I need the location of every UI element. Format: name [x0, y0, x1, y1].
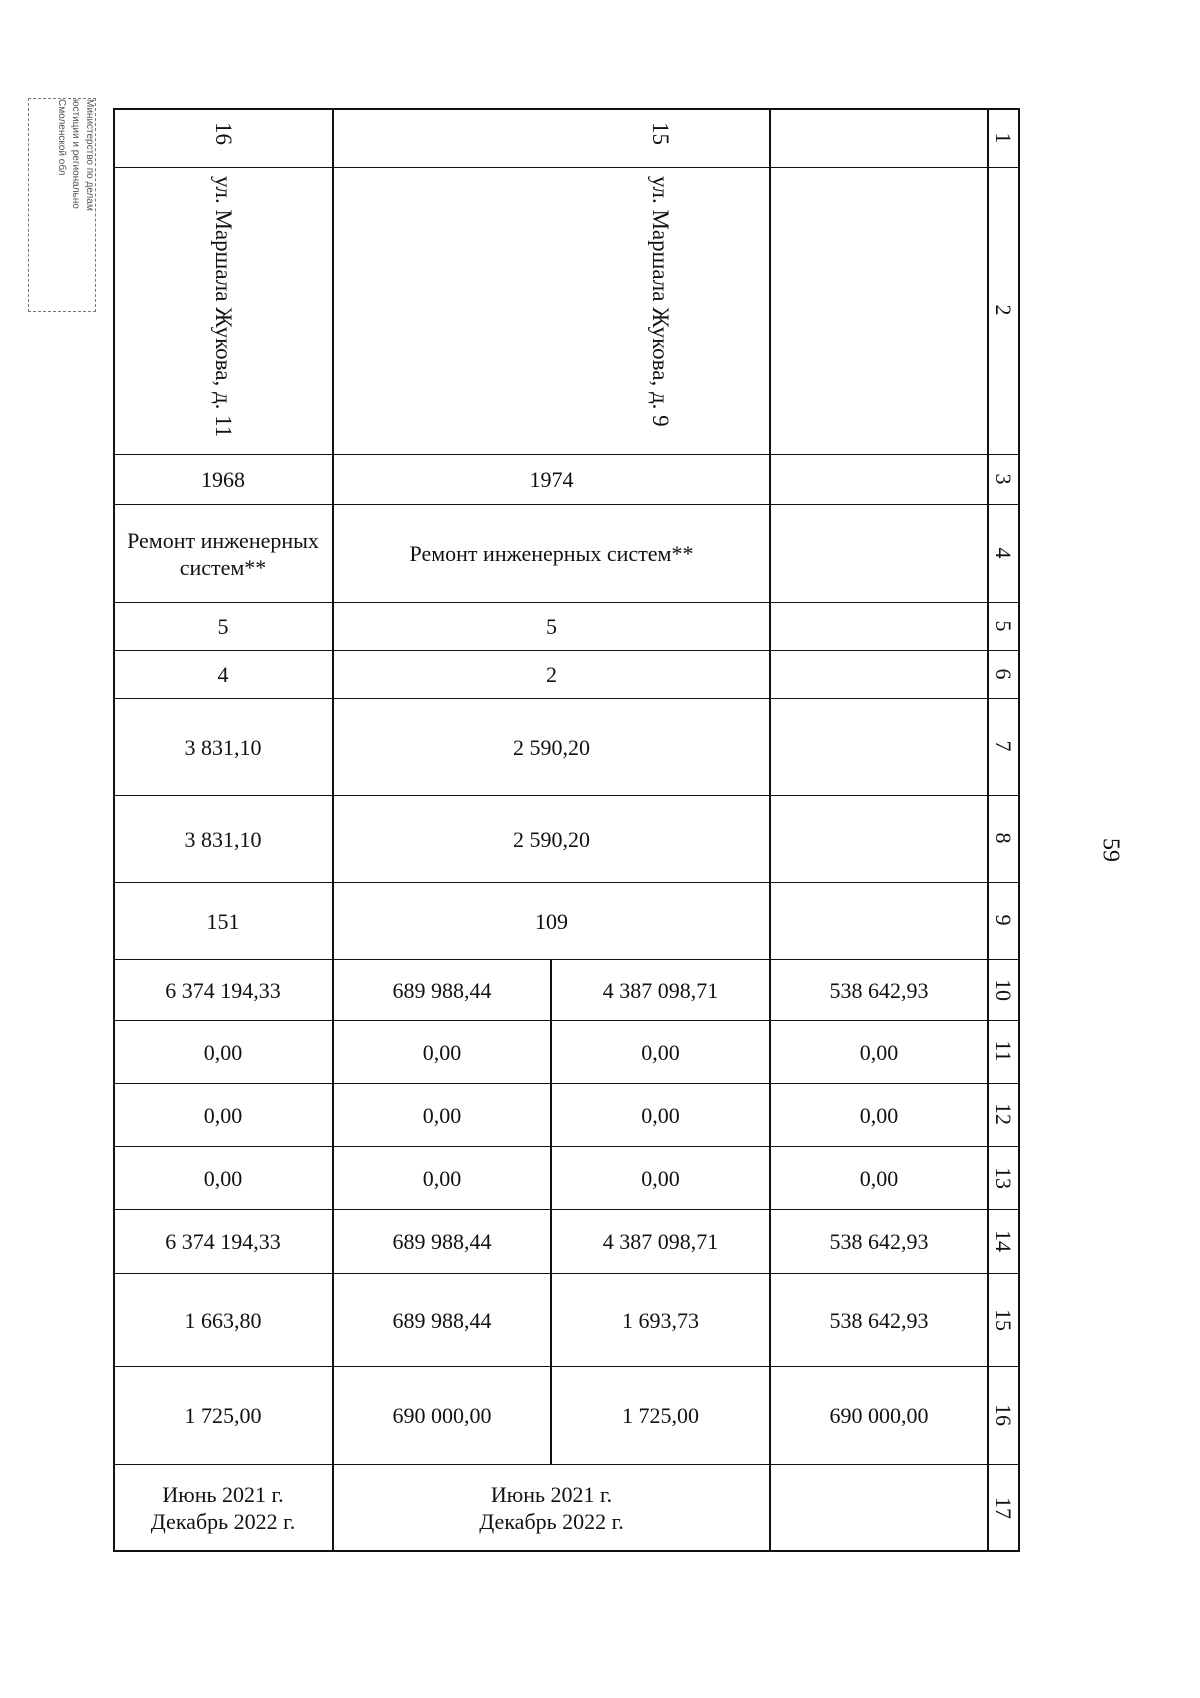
- table-cell: 0,00: [859, 1165, 899, 1191]
- table-cell: 0,00: [203, 1102, 243, 1128]
- table-cell: 6 374 194,33: [165, 1229, 281, 1254]
- stamp-line: юстиции и регионально: [70, 99, 81, 209]
- registration-stamp: [28, 98, 96, 312]
- column-number: 3: [991, 473, 1016, 485]
- table-border-right: [1018, 108, 1020, 1552]
- column-number: 11: [991, 1040, 1016, 1062]
- table-cell: 0,00: [859, 1102, 899, 1128]
- column-number: 8: [991, 832, 1016, 844]
- column-number: 4: [991, 547, 1016, 559]
- column-number: 6: [991, 668, 1016, 680]
- table-cell: 2 590,20: [513, 734, 590, 760]
- table-cell: 0,00: [422, 1165, 462, 1191]
- table-cell: 689 988,44: [392, 1307, 492, 1333]
- record-index: 16: [211, 122, 236, 145]
- year-cell: 1968: [201, 467, 245, 492]
- table-cell: 4 387 098,71: [602, 977, 719, 1003]
- table-cell: 538 642,93: [829, 1229, 929, 1254]
- table-cell: 0,00: [641, 1102, 680, 1128]
- column-number: 7: [991, 740, 1016, 752]
- address-cell: ул. Маршала Жукова, д. 9: [648, 176, 673, 427]
- table-cell: 0,00: [641, 1039, 680, 1065]
- table-cell: 109: [535, 908, 568, 934]
- table-cell: 0,00: [203, 1165, 243, 1191]
- table-cell: 2: [546, 662, 557, 687]
- period-cell: [333, 1465, 770, 1550]
- period-cell: [113, 1465, 333, 1550]
- table-cell: 5: [217, 614, 229, 639]
- page-number: 59: [1097, 838, 1124, 862]
- table-cell: 3 831,10: [184, 734, 262, 760]
- table-cell: 151: [206, 908, 240, 934]
- stamp-line: Смоленской обл: [56, 99, 67, 176]
- year-cell: 1974: [529, 467, 574, 492]
- table-cell: 4 387 098,71: [602, 1229, 719, 1254]
- column-number: 2: [991, 304, 1016, 316]
- address-cell: ул. Маршала Жукова, д. 11: [211, 176, 236, 438]
- table-border-top: [113, 108, 1020, 110]
- column-number: 1: [991, 132, 1016, 144]
- period-end: Декабрь 2022 г.: [479, 1508, 624, 1534]
- table-cell: 690 000,00: [392, 1403, 492, 1428]
- table-cell: 690 000,00: [829, 1403, 929, 1428]
- stamp-line: Министерство по делам: [84, 99, 95, 211]
- row-divider: [113, 167, 1020, 168]
- column-number: 14: [991, 1230, 1016, 1252]
- table-cell: 689 988,44: [392, 977, 492, 1003]
- table-cell: 0,00: [203, 1039, 243, 1065]
- data-table: [113, 108, 1020, 1552]
- period-start: Июнь 2021 г.: [490, 1481, 613, 1507]
- column-number: 16: [991, 1404, 1016, 1426]
- table-cell: 538 642,93: [829, 977, 929, 1003]
- table-cell: 0,00: [859, 1039, 899, 1065]
- table-cell: 6 374 194,33: [165, 977, 281, 1003]
- column-number: 5: [991, 620, 1016, 632]
- period-end: Декабрь 2022 г.: [150, 1508, 296, 1534]
- column-number: 12: [991, 1103, 1016, 1125]
- record-index: 15: [648, 122, 673, 145]
- column-number: 15: [991, 1309, 1016, 1331]
- period-start: Июнь 2021 г.: [162, 1481, 284, 1507]
- table-border-bottom: [113, 1550, 1020, 1552]
- table-cell: 2 590,20: [513, 826, 590, 852]
- work-type-cell: Ремонт инженерных систем**: [127, 527, 319, 580]
- table-cell: 1 725,00: [622, 1403, 699, 1428]
- table-cell: 3 831,10: [184, 826, 262, 852]
- table-cell: 1 693,73: [622, 1307, 699, 1333]
- table-cell: 5: [546, 614, 557, 639]
- table-cell: 1 725,00: [184, 1403, 262, 1428]
- work-type-cell: Ремонт инженерных систем**: [409, 541, 694, 566]
- column-number: 17: [991, 1497, 1016, 1519]
- table-cell: 4: [217, 662, 229, 687]
- table-cell: 538 642,93: [829, 1307, 929, 1333]
- column-number: 9: [991, 914, 1016, 926]
- table-cell: 689 988,44: [392, 1229, 492, 1254]
- table-cell: 1 663,80: [184, 1307, 262, 1333]
- column-number: 13: [991, 1167, 1016, 1189]
- column-number: 10: [991, 979, 1016, 1001]
- table-cell: 0,00: [422, 1039, 462, 1065]
- table-cell: 0,00: [641, 1165, 680, 1191]
- table-cell: 0,00: [422, 1102, 462, 1128]
